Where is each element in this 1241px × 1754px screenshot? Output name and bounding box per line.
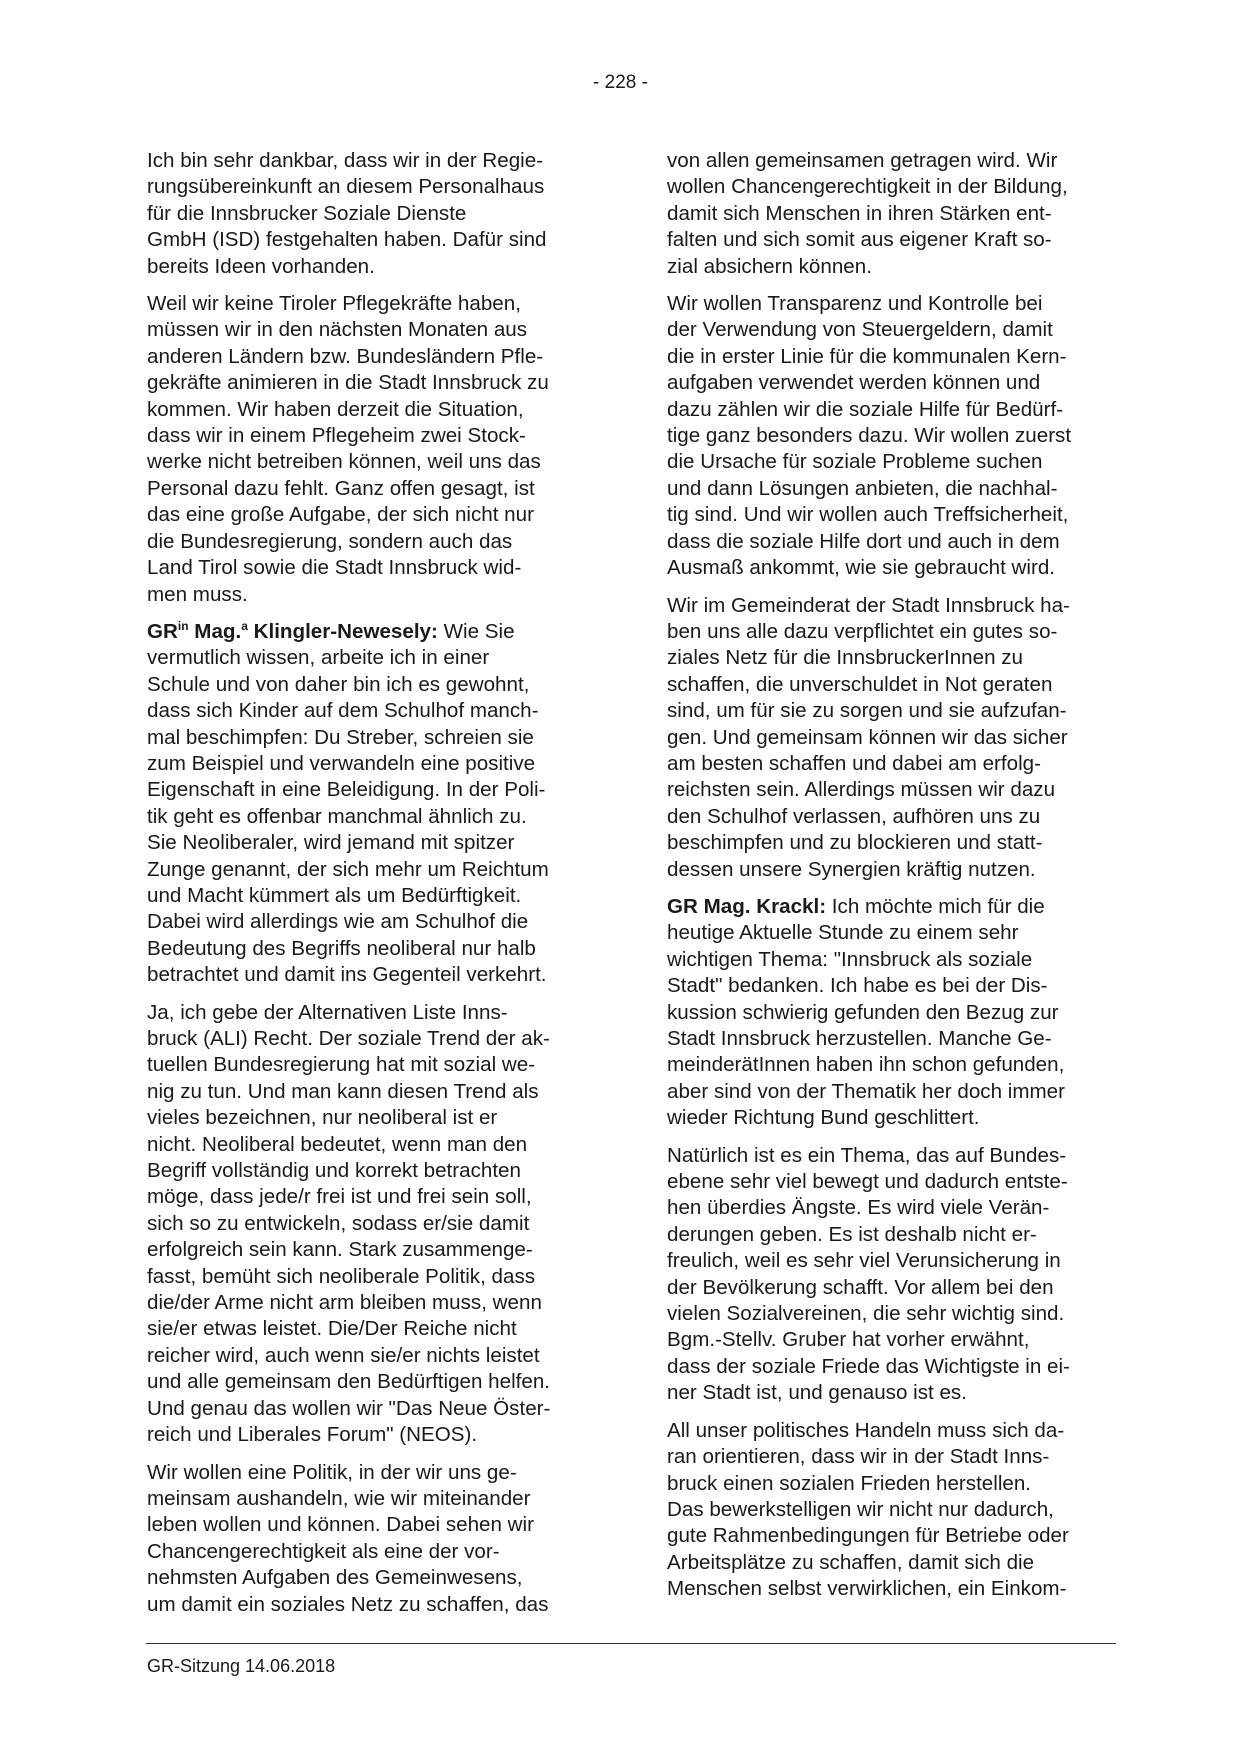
speaker-degree-suffix: a [241, 619, 248, 634]
speech-text: Ich möchte mich für die heutige Aktuelle Stunde zu einem sehr wichtigen Thema: "Innsbruck als soziale Stadt" bedanken. Ich habe es bei der Dis- kussion schwierig gefunden den Bezug zur Stadt Innsbruck herzustellen. Manche Ge- meinderätInnen haben ihn schon gefunden, aber sind von der Thematik her doch immer wieder Richtung Bund geschlittert. [667, 894, 1065, 1130]
footer-session-date: GR-Sitzung 14.06.2018 [147, 1656, 336, 1676]
speaker-title: GR [147, 619, 178, 643]
left-column [147, 148, 599, 1629]
speaker-name: GR Mag. Krackl: [667, 894, 827, 918]
footer-divider [146, 1643, 1116, 1644]
speech-paragraph [667, 894, 1119, 1132]
page-number: - 228 - [593, 72, 648, 93]
paragraph: Wir im Gemeinderat der Stadt Innsbruck ha- ben uns alle dazu verpflichtet ein gutes so- ziales Netz für die InnsbruckerInnen zu schaffen, die unverschuldet in Not geraten sind, um für sie zu sorgen und sie aufzufan- gen. Und gemeinsam können wir das sicher am besten schaffen und dabei am erfolg- reichsten sein. Allerdings müssen wir dazu den Schulhof verlassen, aufhören uns zu beschimpfen und zu blockieren und statt- dessen unsere Synergien kräftig nutzen. [667, 593, 1070, 881]
speaker-degree: Mag. [188, 619, 242, 643]
paragraph: Ich bin sehr dankbar, dass wir in der Regie- rungsübereinkunft an diesem Personalhaus für die Innsbrucker Soziale Dienste GmbH (ISD) festgehalten haben. Dafür sind bereits Ideen vorhanden. [147, 149, 547, 278]
speaker-title-suffix: in [177, 619, 189, 634]
speech-text: Wie Sie vermutlich wissen, arbeite ich in einer Schule und von daher bin ich es gewohnt, dass sich Kinder auf dem Schulhof manch- mal beschimpfen: Du Streber, schreien sie zum Beispiel und verwandeln eine positive Eigenschaft in eine Beleidigung. In der Poli- tik geht es offenbar manchmal ähnlich zu. Sie Neoliberaler, wird jemand mit spitzer Zunge genannt, der sich mehr um Reichtum und Macht kümmert als um Bedürftigkeit. Dabei wird allerdings wie am Schulhof die Bedeutung des Begriffs neoliberal nur halb betrachtet und damit ins Gegenteil verkehrt. [147, 619, 549, 987]
speech-paragraph [147, 619, 599, 989]
paragraph: Wir wollen Transparenz und Kontrolle bei der Verwendung von Steuergeldern, damit die in erster Linie für die kommunalen Kern- aufgaben verwendet werden können und dazu zählen wir die soziale Hilfe für Bedürf- tige ganz besonders dazu. Wir wollen zuerst die Ursache für soziale Probleme suchen und dann Lösungen anbieten, die nachhal- tig sind. Und wir wollen auch Treffsicherheit, dass die soziale Hilfe dort und auch in dem Ausmaß ankommt, wie sie gebraucht wird. [667, 292, 1072, 580]
paragraph: All unser politisches Handeln muss sich da- ran orientieren, dass wir in der Stadt Inns- bruck einen sozialen Frieden herstellen. Das bewerkstelligen wir nicht nur dadurch, gute Rahmenbedingungen für Betriebe oder Arbeitsplätze zu schaffen, damit sich die Menschen selbst verwirklichen, ein Einkom- [667, 1418, 1069, 1601]
right-column [667, 148, 1119, 1614]
paragraph: Ja, ich gebe der Alternativen Liste Inns- bruck (ALI) Recht. Der soziale Trend der ak- tuellen Bundesregierung hat mit sozial we- nig zu tun. Und man kann diesen Trend als vieles bezeichnen, nur neoliberal ist er nicht. Neoliberal bedeutet, wenn man den Begriff vollständig und korrekt betrachten möge, dass jede/r frei ist und frei sein soll, sich so zu entwickeln, sodass er/sie damit erfolgreich sein kann. Stark zusammenge- fasst, bemüht sich neoliberale Politik, dass die/der Arme nicht arm bleiben muss, wenn sie/er etwas leistet. Die/Der Reiche nicht reicher wird, auch wenn sie/er nichts leistet und alle gemeinsam den Bedürftigen helfen. Und genau das wollen wir "Das Neue Öster- reich und Liberales Forum" (NEOS). [147, 1000, 551, 1447]
speaker-surname: Klingler-Newesely: [247, 619, 438, 643]
paragraph: von allen gemeinsamen getragen wird. Wir wollen Chancengerechtigkeit in der Bildung, damit sich Menschen in ihren Stärken ent- falten und sich somit aus eigener Kraft so- zial absichern können. [667, 149, 1068, 278]
paragraph: Natürlich ist es ein Thema, das auf Bundes- ebene sehr viel bewegt und dadurch entste- hen überdies Ängste. Es wird viele Verän- derungen geben. Es ist deshalb nicht er- freulich, weil es sehr viel Verunsicherung in der Bevölkerung schafft. Vor allem bei den vielen Sozialvereinen, die sehr wichtig sind. Bgm.-Stellv. Gruber hat vorher erwähnt, dass der soziale Friede das Wichtigste in ei- ner Stadt ist, und genauso ist es. [667, 1143, 1070, 1405]
paragraph: Wir wollen eine Politik, in der wir uns ge- meinsam aushandeln, wie wir miteinander leben wollen und können. Dabei sehen wir Chancengerechtigkeit als eine der vor- nehmsten Aufgaben des Gemeinwesens, um damit ein soziales Netz zu schaffen, das [147, 1460, 549, 1616]
speaker-name [147, 620, 438, 643]
paragraph: Weil wir keine Tiroler Pflegekräfte haben, müssen wir in den nächsten Monaten aus anderen Ländern bzw. Bundesländern Pfle- gekräfte animieren in die Stadt Innsbruck zu kommen. Wir haben derzeit die Situation, dass wir in einem Pflegeheim zwei Stock- werke nicht betreiben können, weil uns das Personal dazu fehlt. Ganz offen gesagt, ist das eine große Aufgabe, der sich nicht nur die Bundesregierung, sondern auch das Land Tirol sowie die Stadt Innsbruck wid- men muss. [147, 292, 549, 606]
